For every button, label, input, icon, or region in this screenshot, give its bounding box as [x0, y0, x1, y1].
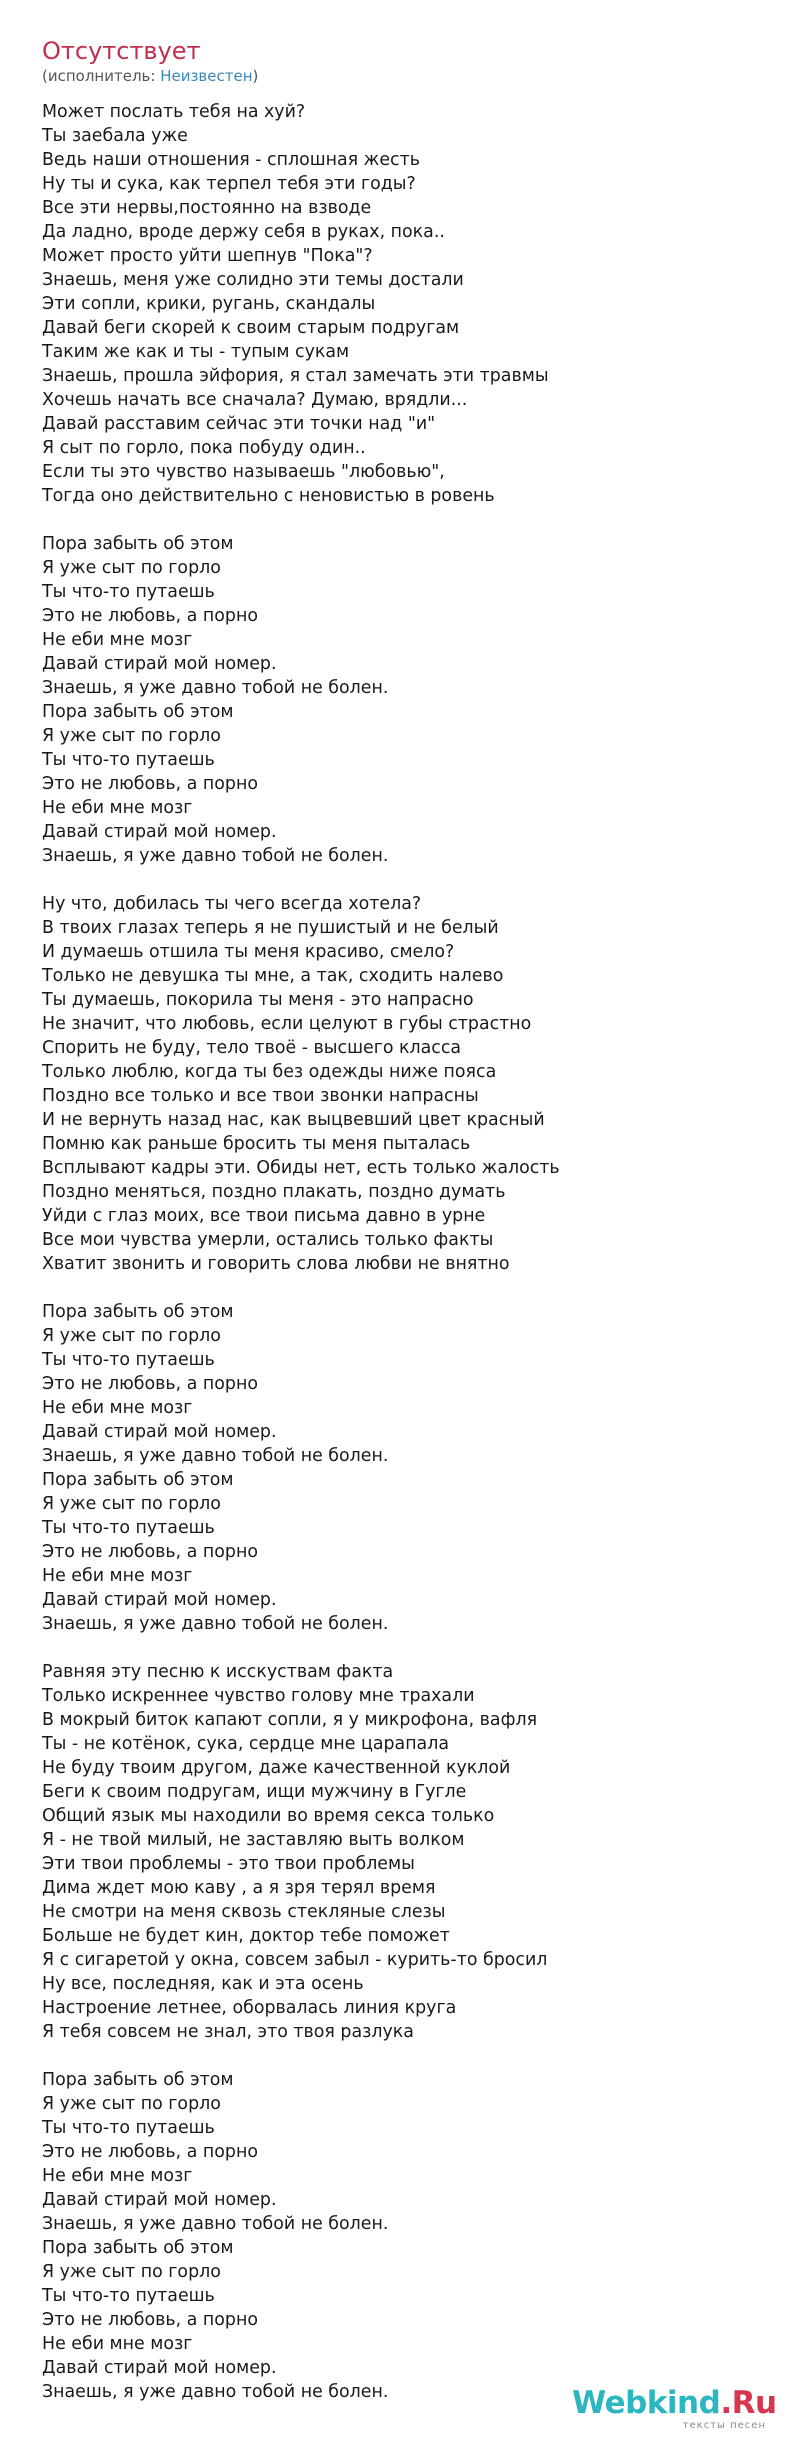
lyric-line: Беги к своим подругам, ищи мужчину в Гугле — [42, 1782, 467, 1802]
lyric-line: Давай стирай мой номер. — [42, 1422, 277, 1442]
lyric-line: Ты - не котёнок, сука, сердце мне царапала — [42, 1734, 449, 1754]
lyrics-stanza — [42, 100, 772, 508]
lyric-line: Давай стирай мой номер. — [42, 2190, 277, 2210]
lyrics-stanza — [42, 892, 772, 1276]
lyric-line: Я уже сыт по горло — [42, 1494, 221, 1514]
lyric-line: Не буду твоим другом, даже качественной куклой — [42, 1758, 511, 1778]
lyrics-stanza — [42, 1300, 772, 1636]
lyric-line: Я сыт по горло, пока побуду один.. — [42, 438, 366, 458]
lyrics-stanza — [42, 532, 772, 868]
lyric-line: Ты что-то путаешь — [42, 1518, 215, 1538]
lyric-line: Ну все, последняя, как и эта осень — [42, 1974, 364, 1994]
lyric-line: Может послать тебя на хуй? — [42, 102, 306, 122]
lyric-line: Помню как раньше бросить ты меня пыталась — [42, 1134, 471, 1154]
lyric-line: Это не любовь, а порно — [42, 774, 258, 794]
lyric-line: В твоих глазах теперь я не пушистый и не белый — [42, 918, 499, 938]
lyric-line: Не смотри на меня сквозь стекляные слезы — [42, 1902, 446, 1922]
lyric-line: Не еби мне мозг — [42, 630, 193, 650]
lyrics-body — [42, 100, 772, 2428]
lyric-line: Ты что-то путаешь — [42, 2286, 215, 2306]
lyric-line: Ведь наши отношения - сплошная жесть — [42, 150, 420, 170]
lyric-line: Давай стирай мой номер. — [42, 822, 277, 842]
lyric-line: Давай стирай мой номер. — [42, 654, 277, 674]
lyric-line: Спорить не буду, тело твоё - высшего класса — [42, 1038, 462, 1058]
lyric-line: Пора забыть об этом — [42, 2238, 234, 2258]
lyric-line: Все мои чувства умерли, остались только факты — [42, 1230, 494, 1250]
lyric-line: Я уже сыт по горло — [42, 726, 221, 746]
lyric-line: Только не девушка ты мне, а так, сходить налево — [42, 966, 504, 986]
lyric-line: Все эти нервы,постоянно на взводе — [42, 198, 372, 218]
lyric-line: Я уже сыт по горло — [42, 2262, 221, 2282]
watermark-tld: .Ru — [720, 2385, 777, 2421]
lyric-line: Поздно меняться, поздно плакать, поздно думать — [42, 1182, 506, 1202]
lyric-line: Пора забыть об этом — [42, 534, 234, 554]
lyric-line: Таким же как и ты - тупым сукам — [42, 342, 350, 362]
lyric-line: Пора забыть об этом — [42, 1470, 234, 1490]
lyric-line: Я уже сыт по горло — [42, 558, 221, 578]
lyric-line: Это не любовь, а порно — [42, 2310, 258, 2330]
lyric-line: Всплывают кадры эти. Обиды нет, есть только жалость — [42, 1158, 560, 1178]
lyric-line: Знаешь, меня уже солидно эти темы достали — [42, 270, 464, 290]
lyric-line: Не еби мне мозг — [42, 1398, 193, 1418]
lyric-line: Не значит, что любовь, если целуют в губы страстно — [42, 1014, 532, 1034]
lyric-line: Я с сигаретой у окна, совсем забыл - курить-то бросил — [42, 1950, 548, 1970]
lyric-line: Только люблю, когда ты без одежды ниже пояса — [42, 1062, 497, 1082]
lyric-line: Знаешь, я уже давно тобой не болен. — [42, 2214, 389, 2234]
lyric-line: Ну что, добилась ты чего всегда хотела? — [42, 894, 422, 914]
lyric-line: Не еби мне мозг — [42, 2166, 193, 2186]
song-title: Отсутствует — [42, 37, 201, 65]
lyric-line: Знаешь, я уже давно тобой не болен. — [42, 2382, 389, 2402]
lyric-line: Давай беги скорей к своим старым подругам — [42, 318, 460, 338]
lyric-line: И не вернуть назад нас, как выцвевший цвет красный — [42, 1110, 545, 1130]
lyric-line: Давай расставим сейчас эти точки над "и" — [42, 414, 436, 434]
site-watermark — [572, 2384, 777, 2440]
lyric-line: Это не любовь, а порно — [42, 1374, 258, 1394]
lyric-line: Ты что-то путаешь — [42, 582, 215, 602]
lyric-line: В мокрый биток капают сопли, я у микрофона, вафля — [42, 1710, 538, 1730]
lyric-line: Только искреннее чувство голову мне трахали — [42, 1686, 475, 1706]
lyric-line: Знаешь, я уже давно тобой не болен. — [42, 1446, 389, 1466]
lyrics-stanza — [42, 1660, 772, 2044]
lyric-line: И думаешь отшила ты меня красиво, смело? — [42, 942, 455, 962]
watermark-logo — [572, 2384, 777, 2422]
artist-line — [42, 66, 258, 86]
lyric-line: Я - не твой милый, не заставляю выть волком — [42, 1830, 465, 1850]
lyric-line: Ты что-то путаешь — [42, 1350, 215, 1370]
lyric-line: Давай стирай мой номер. — [42, 1590, 277, 1610]
watermark-tagline: тексты песен — [682, 2420, 766, 2431]
lyric-line: Ты думаешь, покорила ты меня - это напрасно — [42, 990, 474, 1010]
lyric-line: Знаешь, я уже давно тобой не болен. — [42, 1614, 389, 1634]
lyric-line: Если ты это чувство называешь "любовью", — [42, 462, 445, 482]
lyric-line: Пора забыть об этом — [42, 1302, 234, 1322]
lyric-line: Ты что-то путаешь — [42, 2118, 215, 2138]
lyric-line: Эти сопли, крики, ругань, скандалы — [42, 294, 376, 314]
artist-link[interactable]: Неизвестен — [160, 67, 253, 85]
lyric-line: Я тебя совсем не знал, это твоя разлука — [42, 2022, 414, 2042]
lyric-line: Поздно все только и все твои звонки напрасны — [42, 1086, 479, 1106]
lyric-line: Не еби мне мозг — [42, 1566, 193, 1586]
artist-prefix: (исполнитель: — [42, 67, 161, 85]
lyrics-stanza — [42, 2068, 772, 2404]
lyric-line: Знаешь, я уже давно тобой не болен. — [42, 846, 389, 866]
lyric-line: Пора забыть об этом — [42, 702, 234, 722]
lyric-line: Уйди с глаз моих, все твои письма давно в урне — [42, 1206, 486, 1226]
artist-suffix: ) — [252, 67, 259, 85]
lyric-line: Хватит звонить и говорить слова любви не внятно — [42, 1254, 510, 1274]
lyric-line: Больше не будет кин, доктор тебе поможет — [42, 1926, 450, 1946]
lyric-line: Ты заебала уже — [42, 126, 188, 146]
lyric-line: Дима ждет мою каву , а я зря терял время — [42, 1878, 436, 1898]
lyric-line: Это не любовь, а порно — [42, 606, 258, 626]
lyric-line: Равняя эту песню к исскуствам факта — [42, 1662, 394, 1682]
lyric-line: Эти твои проблемы - это твои проблемы — [42, 1854, 415, 1874]
lyric-line: Знаешь, прошла эйфория, я стал замечать эти травмы — [42, 366, 549, 386]
watermark-brand: Webkind — [572, 2385, 721, 2421]
lyric-line: Это не любовь, а порно — [42, 2142, 258, 2162]
lyric-line: Может просто уйти шепнув "Пока"? — [42, 246, 373, 266]
lyric-line: Это не любовь, а порно — [42, 1542, 258, 1562]
lyric-line: Не еби мне мозг — [42, 798, 193, 818]
lyric-line: Пора забыть об этом — [42, 2070, 234, 2090]
lyric-line: Тогда оно действительно с неновистью в ровень — [42, 486, 495, 506]
lyric-line: Я уже сыт по горло — [42, 1326, 221, 1346]
lyric-line: Настроение летнее, оборвалась линия круга — [42, 1998, 457, 2018]
lyric-line: Давай стирай мой номер. — [42, 2358, 277, 2378]
lyric-line: Да ладно, вроде держу себя в руках, пока.. — [42, 222, 445, 242]
lyric-line: Знаешь, я уже давно тобой не болен. — [42, 678, 389, 698]
lyric-line: Ты что-то путаешь — [42, 750, 215, 770]
lyric-line: Общий язык мы находили во время секса только — [42, 1806, 495, 1826]
lyric-line: Я уже сыт по горло — [42, 2094, 221, 2114]
lyric-line: Не еби мне мозг — [42, 2334, 193, 2354]
lyric-line: Ну ты и сука, как терпел тебя эти годы? — [42, 174, 416, 194]
lyric-line: Хочешь начать все сначала? Думаю, врядли... — [42, 390, 468, 410]
